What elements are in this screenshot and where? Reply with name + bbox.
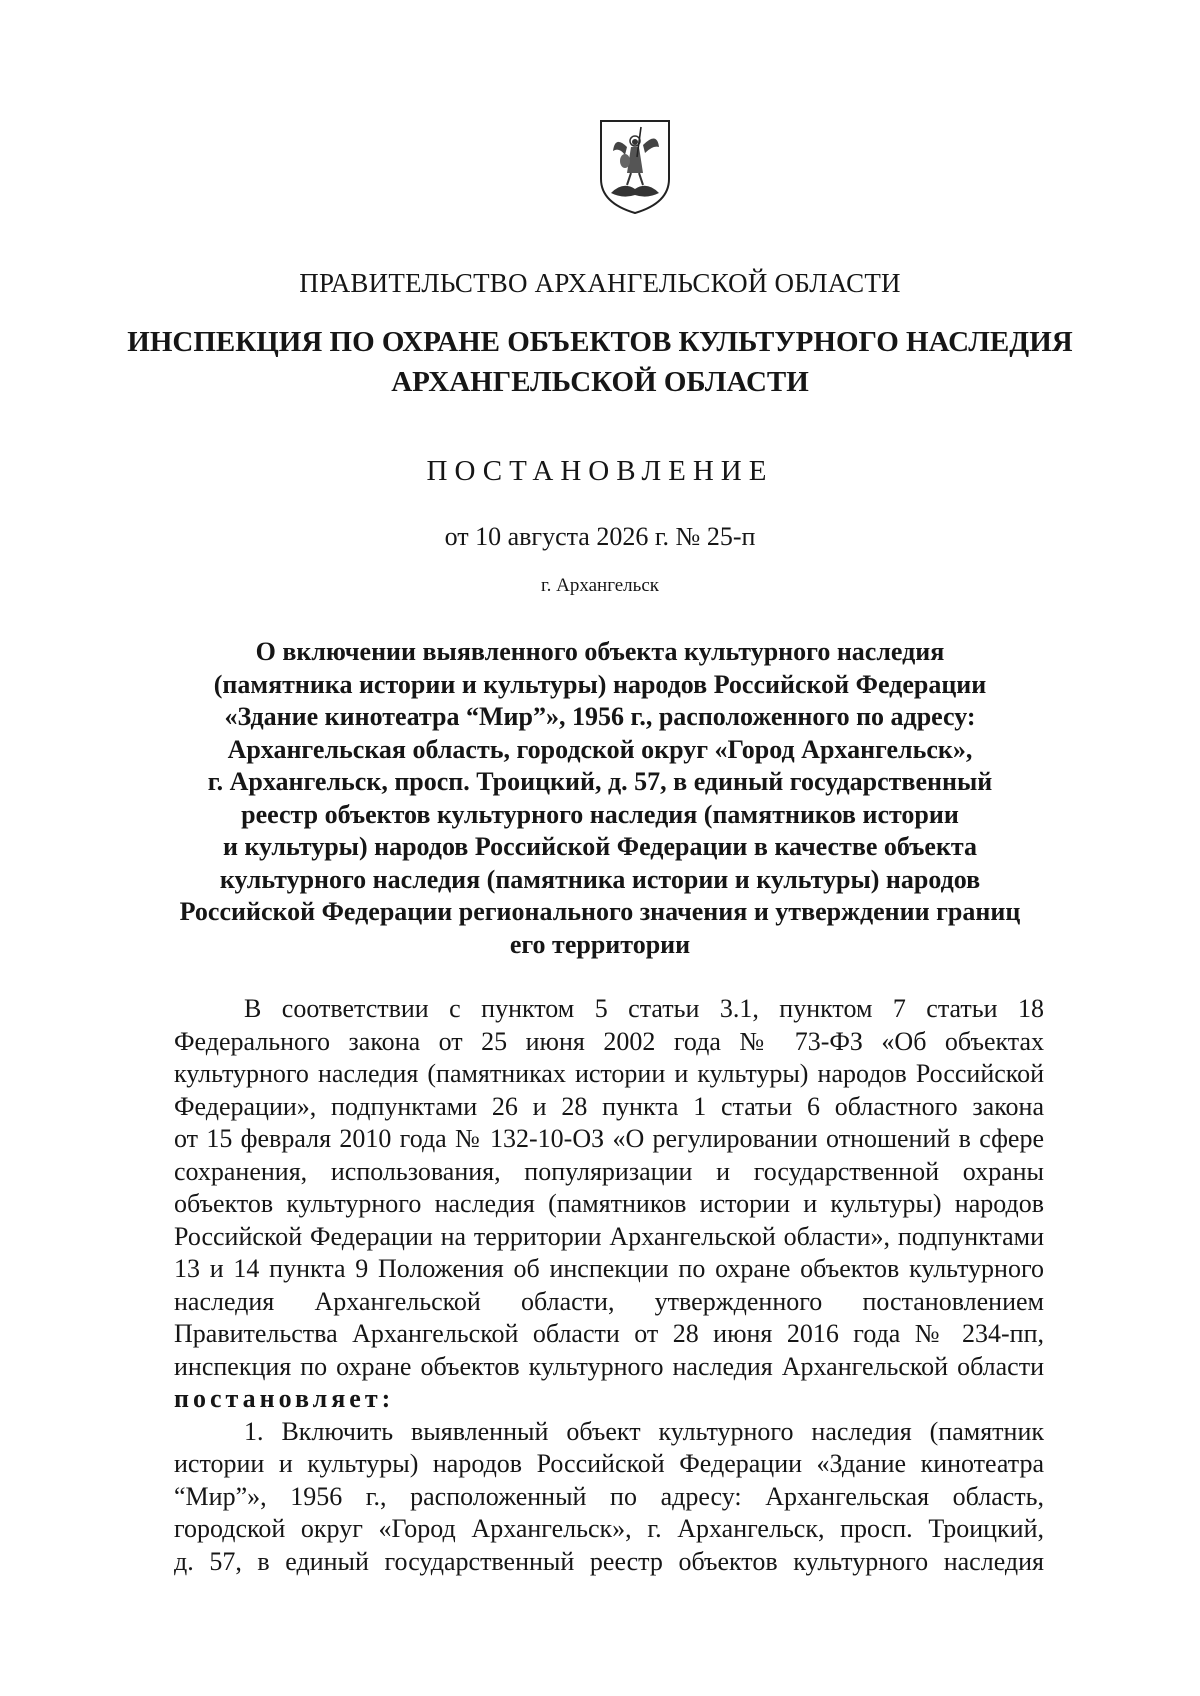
- government-name: ПРАВИТЕЛЬСТВО АРХАНГЕЛЬСКОЙ ОБЛАСТИ: [299, 268, 901, 298]
- body-line: “Мир”», 1956 г., расположенный по адресу: Архангельская область,: [174, 1481, 1044, 1511]
- inspection-name: [0, 322, 1200, 402]
- title-line: Российской Федерации регионального значения и утверждении границ: [179, 897, 1021, 926]
- body-line: д. 57, в единый государственный реестр объектов культурного наследия: [174, 1546, 1044, 1576]
- document-city: г. Архангельск: [540, 575, 659, 596]
- document-type: ПОСТАНОВЛЕНИЕ: [426, 455, 774, 487]
- document-body: [174, 993, 1044, 1578]
- body-line: инспекция по охране объектов культурного наследия Архангельской области: [174, 1351, 1044, 1381]
- body-line: Правительства Архангельской области от 28 июня 2016 года № 234-пп,: [174, 1319, 1044, 1348]
- coat-of-arms-icon: [597, 117, 673, 217]
- document-title: [150, 636, 1050, 961]
- body-line: истории и культуры) народов Российской Федерации «Здание кинотеатра: [174, 1449, 1044, 1478]
- title-line: Архангельская область, городской округ «Город Архангельск»,: [227, 734, 973, 764]
- title-line: (памятника истории и культуры) народов Российской Федерации: [213, 669, 987, 699]
- resolve-word: постановляет:: [174, 1384, 395, 1413]
- title-line: «Здание кинотеатра “Мир”», 1956 г., расположенного по адресу:: [224, 702, 976, 731]
- inspection-name-line: АРХАНГЕЛЬСКОЙ ОБЛАСТИ: [391, 366, 809, 398]
- title-line: его территории: [509, 929, 691, 959]
- title-line: и культуры) народов Российской Федерации в качестве объекта: [222, 832, 978, 861]
- document-date-number: от 10 августа 2026 г. № 25-п: [444, 522, 756, 551]
- body-line: сохранения, использования, популяризации и государственной охраны: [174, 1156, 1044, 1186]
- body-line: наследия Архангельской области, утвержденного постановлением: [174, 1286, 1044, 1316]
- body-line: В соответствии с пунктом 5 статьи 3.1, пунктом 7 статьи 18: [244, 994, 1044, 1023]
- body-line: Федерального закона от 25 июня 2002 года № 73-ФЗ «Об объектах: [174, 1026, 1044, 1056]
- body-line: 1. Включить выявленный объект культурного наследия (памятник: [244, 1416, 1044, 1446]
- body-line: культурного наследия (памятниках истории и культуры) народов Российской: [174, 1059, 1044, 1088]
- body-line: 13 и 14 пункта 9 Положения об инспекции по охране объектов культурного: [174, 1254, 1044, 1283]
- preamble-paragraph: [174, 993, 1044, 1383]
- title-line: реестр объектов культурного наследия (памятников истории: [241, 799, 959, 829]
- item-1-paragraph: [174, 1416, 1044, 1579]
- title-line: культурного наследия (памятника истории и культуры) народов: [219, 864, 981, 894]
- body-line: объектов культурного наследия (памятников истории и культуры) народов: [174, 1189, 1044, 1218]
- body-line: от 15 февраля 2010 года № 132-10-ОЗ «О регулировании отношений в сфере: [174, 1124, 1044, 1153]
- title-line: г. Архангельск, просп. Троицкий, д. 57, в единый государственный: [207, 767, 993, 796]
- body-line: городской округ «Город Архангельск», г. Архангельск, просп. Троицкий,: [174, 1514, 1044, 1543]
- inspection-name-line: ИНСПЕКЦИЯ ПО ОХРАНЕ ОБЪЕКТОВ КУЛЬТУРНОГО НАСЛЕДИЯ: [127, 326, 1073, 358]
- body-line: Российской Федерации на территории Архангельской области», подпунктами: [174, 1221, 1044, 1251]
- title-line: О включении выявленного объекта культурного наследия: [255, 637, 945, 666]
- body-line: Федерации», подпунктами 26 и 28 пункта 1 статьи 6 областного закона: [174, 1091, 1044, 1121]
